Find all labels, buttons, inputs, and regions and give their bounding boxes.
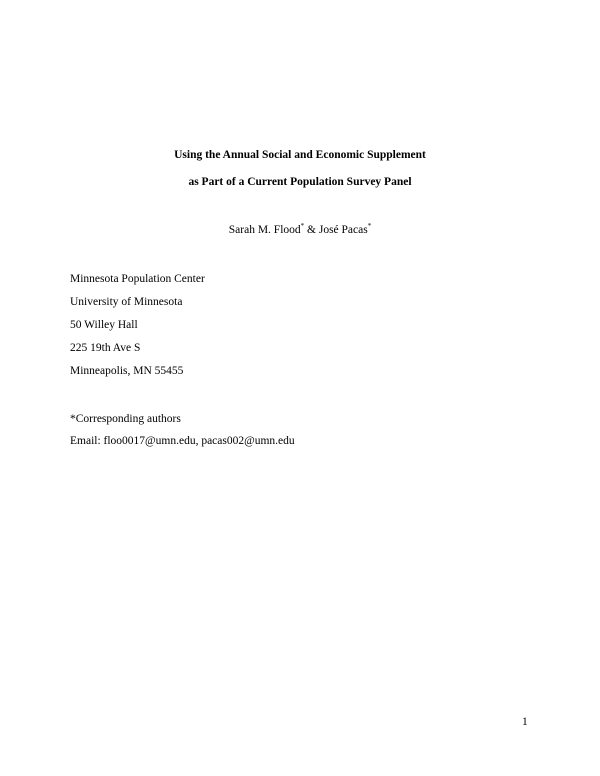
- affiliation-line: University of Minnesota: [70, 296, 183, 308]
- author-line: [0, 223, 600, 237]
- author-separator: &: [304, 224, 319, 236]
- corresponding-author-mark: *: [367, 222, 372, 230]
- affiliation-line: Minneapolis, MN 55455: [70, 365, 184, 377]
- corresponding-authors-note: *Corresponding authors: [70, 413, 181, 425]
- corresponding-author-mark: *: [300, 222, 305, 230]
- page-number: 1: [522, 716, 528, 728]
- affiliation-line: 225 19th Ave S: [70, 342, 141, 354]
- affiliation-line: 50 Willey Hall: [70, 319, 138, 331]
- affiliation-line: Minnesota Population Center: [70, 273, 205, 285]
- title-line-1: Using the Annual Social and Economic Supplement: [174, 149, 426, 161]
- contact-email: Email: floo0017@umn.edu, pacas002@umn.edu: [70, 435, 295, 447]
- title-line-2: as Part of a Current Population Survey Panel: [188, 176, 412, 188]
- author-name: Sarah M. Flood: [228, 224, 301, 236]
- author-name: José Pacas: [318, 224, 368, 236]
